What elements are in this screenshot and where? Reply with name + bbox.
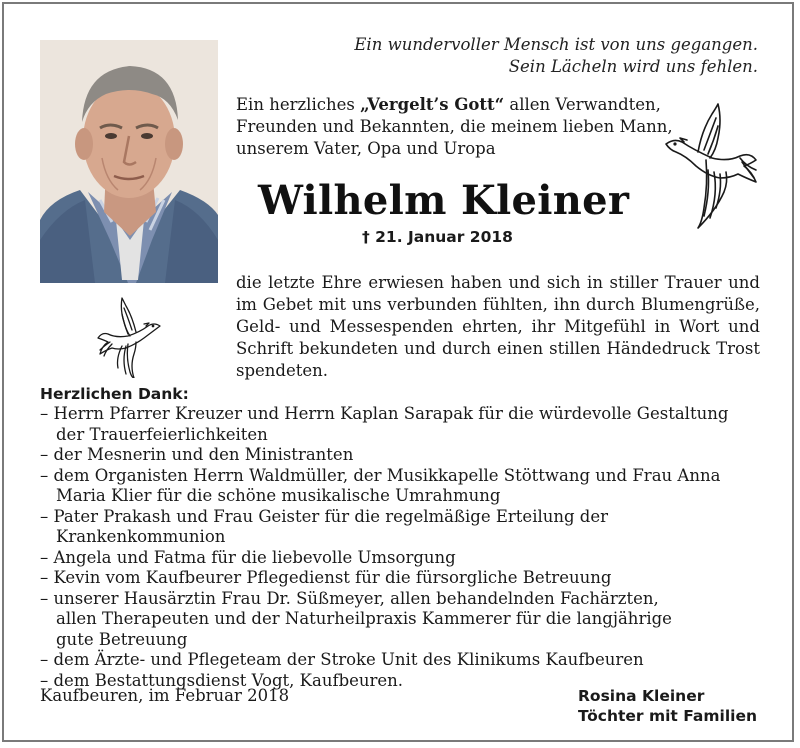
death-date: † 21. Januar 2018: [362, 228, 513, 246]
dove-icon: [96, 296, 162, 378]
intro-text: [236, 94, 676, 160]
list-item: – Kevin vom Kaufbeurer Pflegedienst für die fürsorgliche Betreuung: [40, 568, 612, 587]
list-item: – Angela und Fatma für die liebevolle Umsorgung: [40, 547, 456, 567]
signature-line: Rosina Kleiner: [578, 687, 705, 705]
intro-suffix: allen Verwandten,: [504, 95, 661, 114]
thanks-paragraph: [236, 272, 760, 382]
signature: [556, 686, 760, 726]
intro-bold: „Vergelt’s Gott“: [360, 95, 505, 114]
portrait-photo: [40, 40, 218, 283]
dank-list: [40, 404, 770, 691]
thanks-line: im Gebet mit uns verbunden fühlten, ihn durch Blumengrüße,: [236, 295, 760, 314]
thanks-line: Geld- und Messespenden ehrten, ihr Mitgefühl in Wort und: [236, 317, 760, 336]
motto: [300, 34, 758, 78]
intro-line: Freunden und Bekannten, die meinem lieben Mann,: [236, 117, 673, 136]
thanks-line: die letzte Ehre erwiesen haben und sich in stiller Trauer und: [236, 273, 760, 292]
list-item: – dem Bestattungsdienst Vogt, Kaufbeuren.: [40, 670, 404, 690]
thanks-line: Schrift bekundeten und durch einen stillen Händedruck Trost: [236, 339, 760, 358]
place-date: Kaufbeuren, im Februar 2018: [40, 686, 290, 705]
thanks-line: spendeten.: [236, 361, 329, 380]
dank-heading: Herzlichen Dank:: [40, 385, 189, 403]
motto-line: Ein wundervoller Mensch ist von uns gegangen.: [354, 35, 758, 54]
list-item: – dem Organisten Herrn Waldmüller, der Musikkapelle Stöttwang und Frau Anna Maria Klier für die schöne musikalische Umrahmung: [40, 465, 721, 505]
signature-line: Töchter mit Familien: [578, 707, 757, 725]
intro-line: [236, 94, 676, 116]
list-item: – Herrn Pfarrer Kreuzer und Herrn Kaplan Sarapak für die würdevolle Gestaltung der Trauerfeierlichkeiten: [40, 404, 729, 444]
list-item: – der Mesnerin und den Ministranten: [40, 445, 354, 464]
intro-line: unserem Vater, Opa und Uropa: [236, 139, 496, 158]
intro-prefix: Ein herzliches: [236, 95, 361, 114]
list-item: – unserer Hausärztin Frau Dr. Süßmeyer, allen behandelnden Fachärzten, allen Therapeuten und der Naturheilpraxis Kammerer für die langjährige gute Betreuung: [40, 588, 672, 649]
list-item: – Pater Prakash und Frau Geister für die regelmäßige Erteilung der Krankenkommunion: [40, 506, 609, 546]
dove-icon: [660, 100, 760, 230]
motto-line: Sein Lächeln wird uns fehlen.: [508, 57, 758, 76]
deceased-name: Wilhelm Kleiner: [258, 177, 630, 224]
list-item: – dem Ärzte- und Pflegeteam der Stroke Unit des Klinikums Kaufbeuren: [40, 650, 644, 669]
